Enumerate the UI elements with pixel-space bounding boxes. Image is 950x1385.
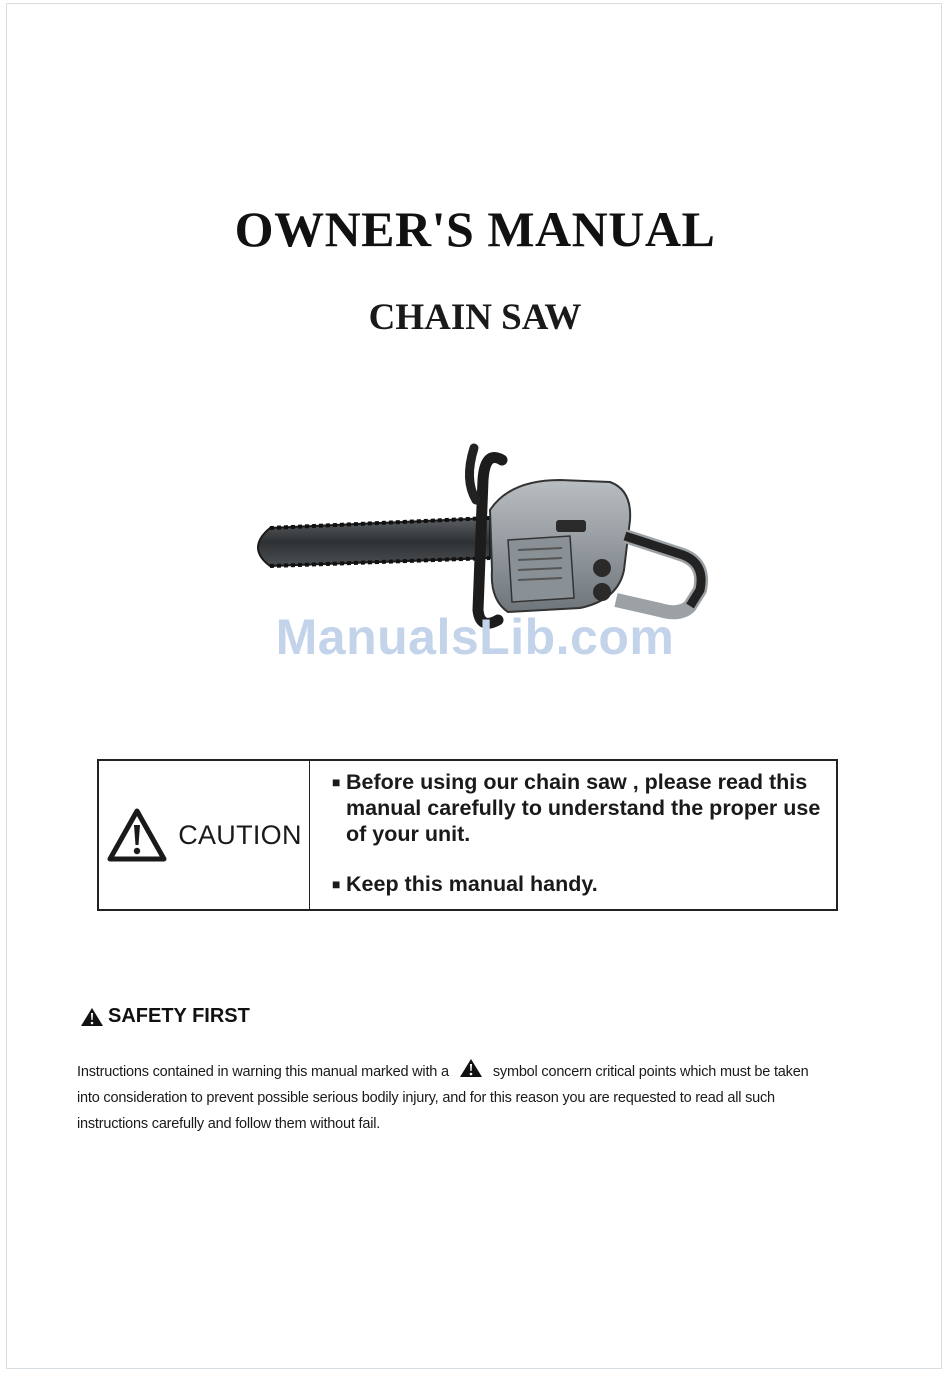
caution-header bbox=[99, 761, 310, 909]
caution-bullet-read-manual: ■ Before using our chain saw , please read this manual carefully to understand the proper use of your unit. bbox=[332, 770, 821, 846]
watermark: ManualsLib.com bbox=[275, 609, 675, 665]
safety-instructions: Instructions contained in warning this manual marked with a symbol concern critical points which must be taken into consideration to prevent possible serious bodily injury, and for this reason you are requested to read all such instructions carefully and follow them without fail. bbox=[77, 1058, 877, 1137]
safety-heading: SAFETY FIRST bbox=[80, 1005, 250, 1028]
page-title: OWNER'S MANUAL bbox=[234, 201, 716, 257]
caution-bullet-keep-handy: ■ Keep this manual handy. bbox=[332, 872, 598, 896]
caution-box bbox=[97, 759, 838, 911]
caution-text bbox=[310, 761, 836, 909]
page-subtitle: CHAIN SAW bbox=[368, 297, 582, 338]
bullet-square-icon: ■ bbox=[332, 876, 341, 892]
warning-triangle-icon bbox=[459, 1058, 483, 1078]
warning-triangle-icon bbox=[106, 807, 168, 863]
caution-label: CAUTION bbox=[178, 819, 302, 850]
warning-triangle-icon bbox=[80, 1007, 104, 1027]
bullet-square-icon: ■ bbox=[332, 774, 341, 790]
